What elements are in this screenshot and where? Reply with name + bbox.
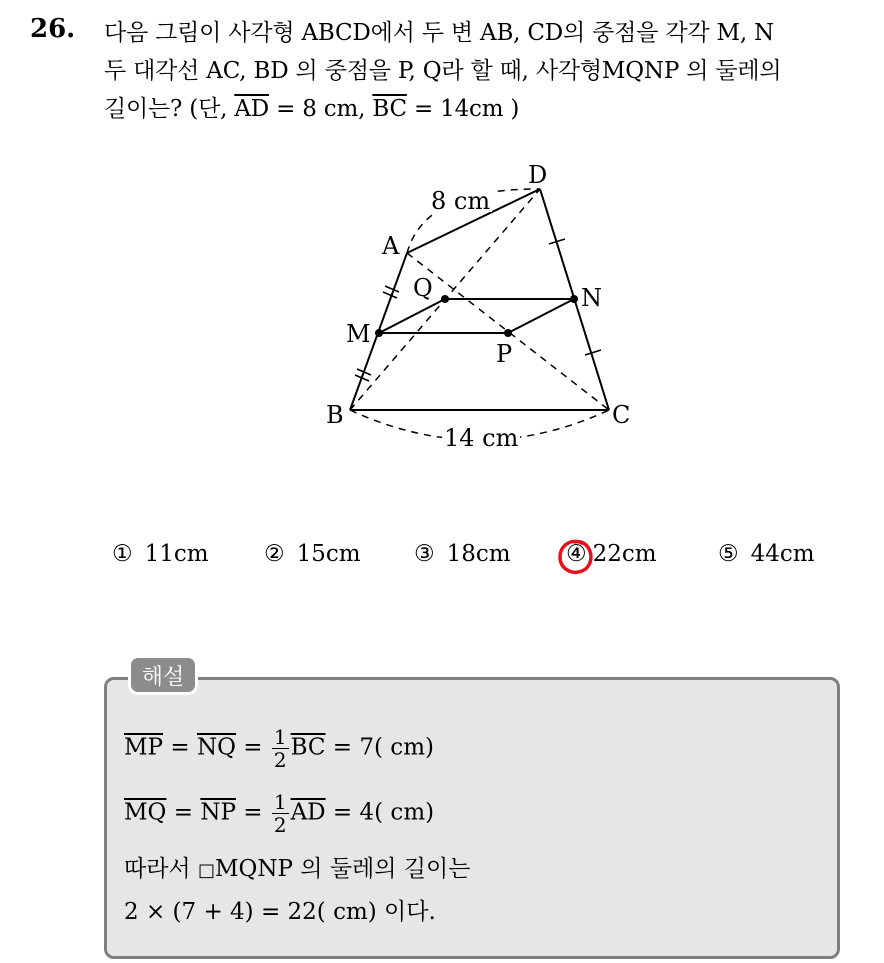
result-7: = 7( cm) <box>325 734 434 761</box>
solution-line-1 <box>124 726 434 771</box>
choice-4-mark: ④ <box>566 541 587 567</box>
seg-mq: $\overline{MQ}$ <box>124 799 167 826</box>
equals: = <box>163 734 197 761</box>
question-line-2: 두 대각선 AC, BD 의 중점을 P, Q라 할 때, 사각형MQNP 의 둘레의 <box>104 58 782 84</box>
label-p: P <box>496 340 513 368</box>
seg-np: $\overline{NP}$ <box>200 799 236 826</box>
solution-line-2 <box>124 791 434 836</box>
choice-2-text: 15cm <box>296 541 361 567</box>
point-q <box>441 295 449 303</box>
choice-3[interactable] <box>414 541 511 567</box>
choice-1-mark: ① <box>112 541 133 567</box>
seg-ad: $\overline{AD}$ <box>290 799 326 826</box>
segment-ad: $\overline{AD}$ <box>234 96 269 122</box>
label-n: N <box>581 284 602 312</box>
square-symbol-icon: □ <box>197 860 215 881</box>
solution-tag: 해설 <box>128 655 198 695</box>
seg-mp: $\overline{MP}$ <box>124 734 164 761</box>
solution-line-3 <box>124 850 470 883</box>
seg-bc: $\overline{BC}$ <box>290 734 326 761</box>
choice-1[interactable] <box>112 541 209 567</box>
result-4: = 4( cm) <box>325 799 435 826</box>
choice-5[interactable] <box>718 541 815 567</box>
equals: = <box>235 799 270 826</box>
label-b: B <box>326 401 344 429</box>
label-q: Q <box>413 274 433 302</box>
segment-bc: $\overline{BC}$ <box>372 96 407 122</box>
label-a: A <box>382 232 400 260</box>
equals: = <box>235 734 270 761</box>
segment-np <box>508 299 574 333</box>
conclusion-prefix: 따라서 <box>124 856 198 882</box>
choice-3-text: 18cm <box>446 541 511 567</box>
choice-5-mark: ⑤ <box>718 541 739 567</box>
conclusion-text: MQNP 의 둘레의 길이는 <box>214 856 471 882</box>
condition-bc-value: = 14cm ) <box>406 96 520 122</box>
point-m <box>375 329 383 337</box>
choice-2[interactable] <box>264 541 361 567</box>
seg-nq: $\overline{NQ}$ <box>196 734 236 761</box>
question-line-1: 다음 그림이 사각형 ABCD에서 두 변 AB, CD의 중점을 각각 M, N <box>104 20 774 46</box>
fraction-half: $\frac{1}{2}$ <box>273 725 287 772</box>
choice-4-text: 22cm <box>592 541 657 567</box>
solution-line-4: 2 × (7 + 4) = 22( cm) 이다. <box>124 899 436 925</box>
label-d: D <box>528 161 548 189</box>
choice-5-text: 44cm <box>750 541 815 567</box>
choice-3-mark: ③ <box>414 541 435 567</box>
fraction-half: $\frac{1}{2}$ <box>273 790 287 837</box>
question-number: 26. <box>30 14 76 44</box>
answer-circle-icon <box>556 537 596 577</box>
label-c: C <box>612 401 631 429</box>
point-p <box>504 329 512 337</box>
equals: = <box>166 799 201 826</box>
condition-prefix: 길이는? (단, <box>104 96 235 122</box>
bottom-length-label: 14 cm <box>444 424 519 452</box>
top-length-label: 8 cm <box>431 187 491 215</box>
choice-1-text: 11cm <box>144 541 209 567</box>
condition-ad-value: = 8 cm, <box>268 96 373 122</box>
label-m: M <box>346 320 371 348</box>
point-n <box>570 295 578 303</box>
choice-2-mark: ② <box>264 541 285 567</box>
